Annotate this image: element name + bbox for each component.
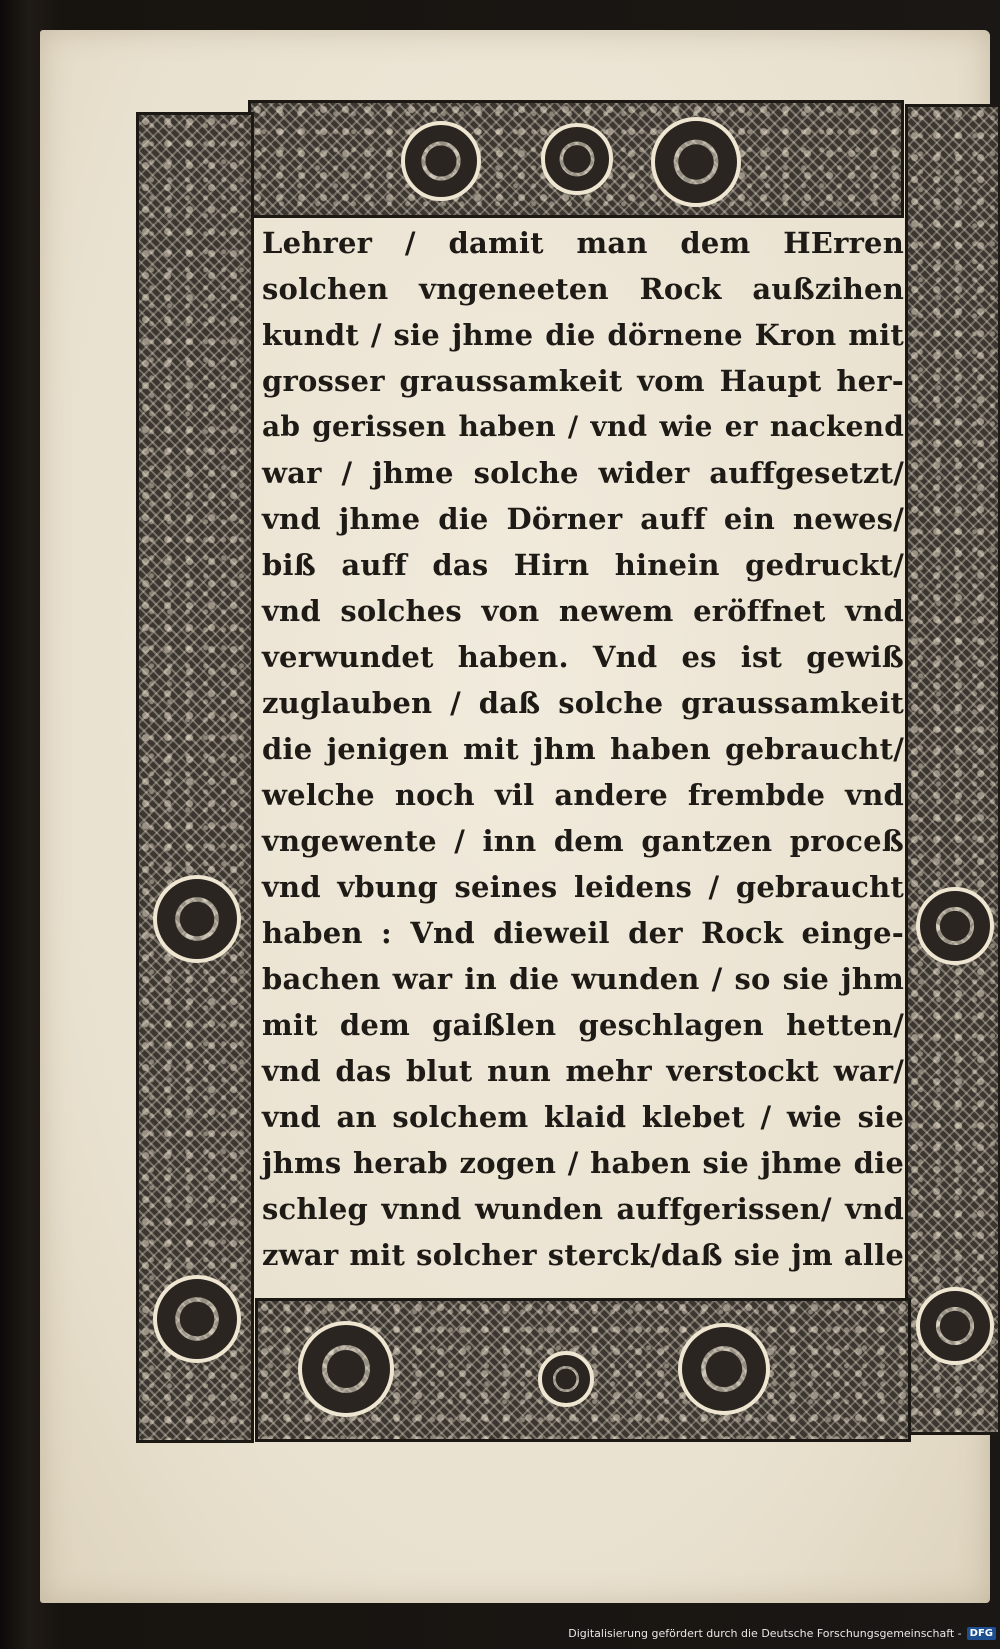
text-line: die jenigen mit jhm haben gebraucht/ (262, 732, 904, 766)
text-line: vnd an solchem klaid klebet / wie sie (262, 1100, 904, 1134)
scroll-ornament (678, 1323, 770, 1415)
text-line: welche noch vil andere frembde vnd (262, 778, 904, 812)
rosette-ornament (153, 875, 241, 963)
text-line: vnd jhme die Dörner auff ein newes/ (262, 502, 904, 536)
funding-credit-text: Digitalisierung gefördert durch die Deutsche Forschungsgemeinschaft - (568, 1626, 962, 1640)
scroll-ornament (651, 117, 741, 207)
woodcut-border-bottom (255, 1298, 911, 1442)
text-line: verwundet haben. Vnd es ist gewiß (262, 640, 904, 674)
rosette-ornament (916, 1287, 994, 1365)
rosette-ornament (538, 1351, 594, 1407)
digitization-footer (568, 1623, 996, 1643)
text-line: biß auff das Hirn hinein gedruckt/ (262, 548, 904, 582)
text-line: Lehrer / damit man dem HErren (262, 226, 904, 260)
rosette-ornament (541, 123, 613, 195)
text-line: jhms herab zogen / haben sie jhme die (262, 1146, 904, 1180)
woodcut-border-right (905, 104, 1000, 1435)
text-line: schleg vnnd wunden auffgerissen/ vnd (262, 1192, 904, 1226)
scroll-ornament (298, 1321, 394, 1417)
text-line: vnd vbung seines leidens / gebraucht (262, 870, 904, 904)
text-line: ab gerissen haben / vnd wie er nackend (262, 410, 904, 443)
text-line: war / jhme solche wider auffgesetzt/ (262, 456, 904, 490)
text-line: vnd solches von newem eröffnet vnd (262, 594, 904, 628)
woodcut-border-top (248, 100, 904, 218)
text-line: kundt / sie jhme die dörnene Kron mit (262, 318, 904, 352)
text-line: haben : Vnd dieweil der Rock einge- (262, 916, 904, 950)
fraktur-text-block (262, 220, 904, 1290)
woodcut-border-left (136, 112, 254, 1443)
text-line: zuglauben / daß solche graussamkeit (262, 686, 904, 720)
text-line: grosser graussamkeit vom Haupt her- (262, 364, 904, 398)
text-line: vngewente / inn dem gantzen proceß (262, 824, 904, 858)
dfg-logo: DFG (967, 1627, 996, 1640)
rosette-ornament (153, 1275, 241, 1363)
scroll-ornament (401, 121, 481, 201)
text-line: solchen vngeneeten Rock außzihen (262, 272, 904, 306)
text-line: mit dem gaißlen geschlagen hetten/ (262, 1008, 904, 1042)
text-line: bachen war in die wunden / so sie jhm (262, 962, 904, 996)
text-line: vnd das blut nun mehr verstockt war/ (262, 1054, 904, 1088)
text-line: zwar mit solcher sterck/daß sie jm alle (262, 1238, 904, 1272)
rosette-ornament (916, 887, 994, 965)
